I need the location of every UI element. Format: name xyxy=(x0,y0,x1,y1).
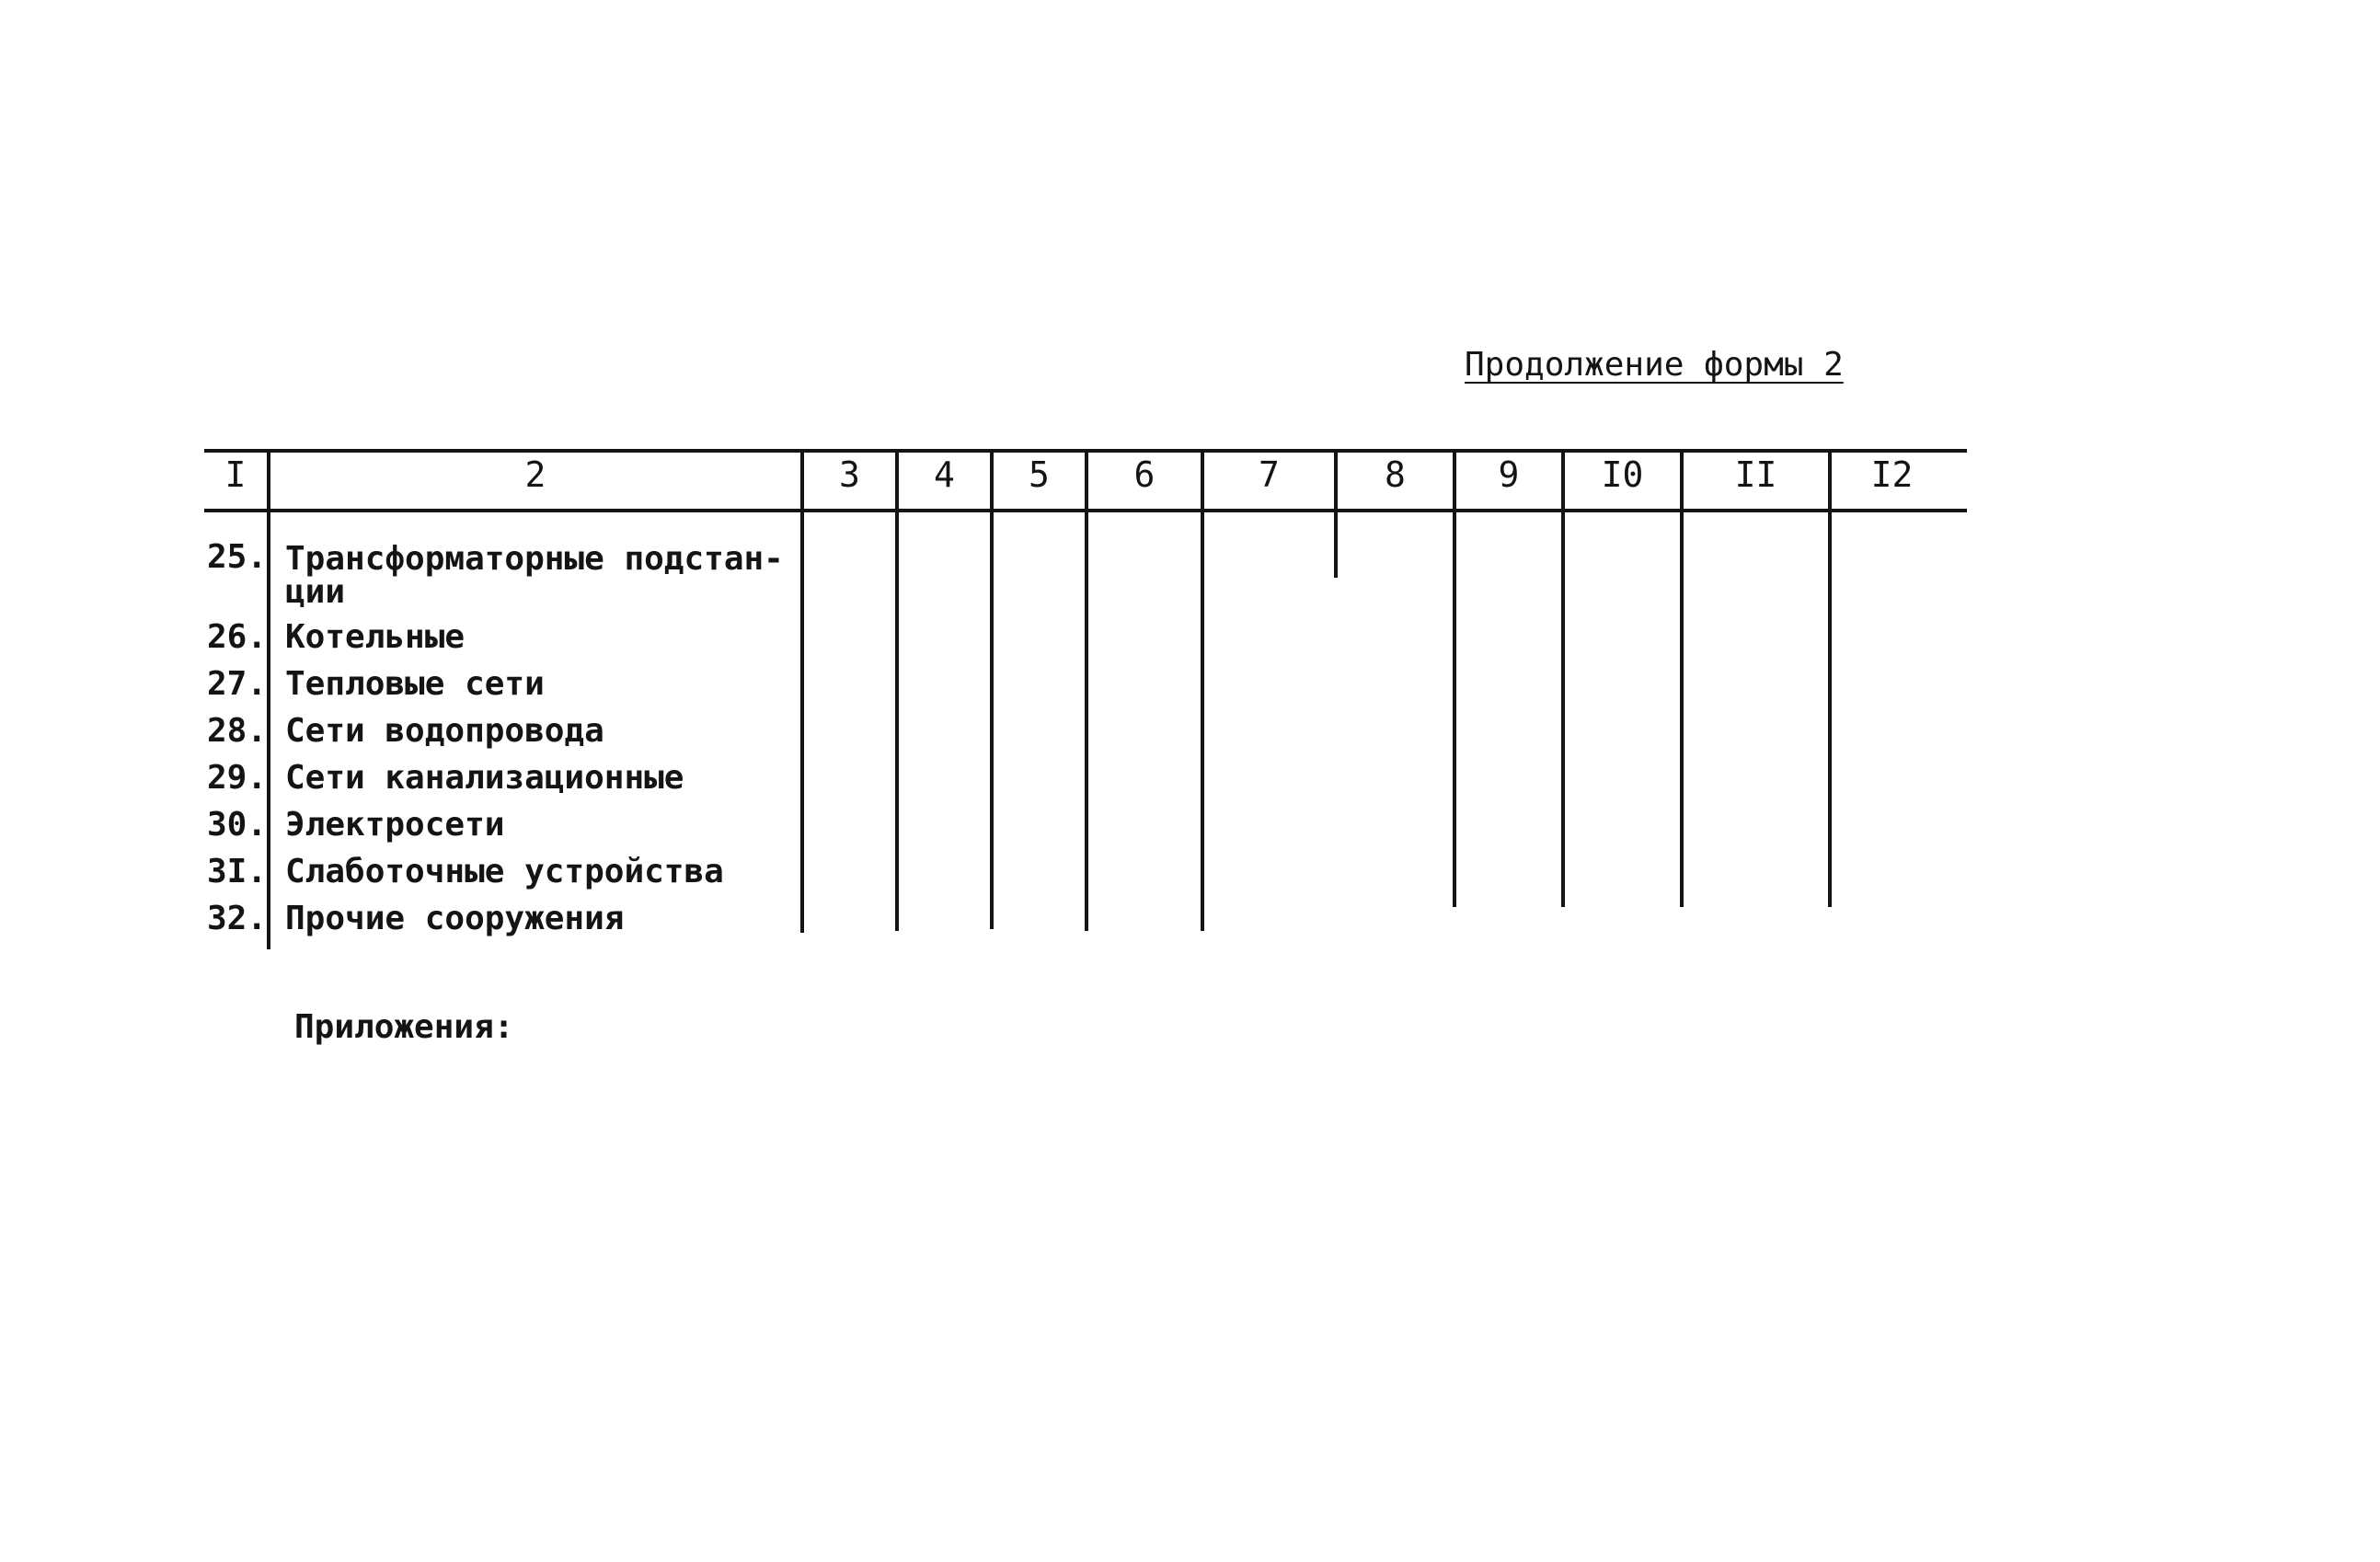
page-heading: Продолжение формы 2 xyxy=(1465,346,1844,384)
row-number: 25. xyxy=(206,538,267,576)
column-header: 9 xyxy=(1498,454,1520,495)
column-divider xyxy=(800,453,804,933)
column-header: 8 xyxy=(1385,454,1406,495)
row-name: Трансформаторные подстан- ции xyxy=(285,540,784,611)
column-divider xyxy=(1561,453,1565,907)
row-number: 26. xyxy=(206,618,267,656)
row-number: 28. xyxy=(206,712,267,750)
column-header: II xyxy=(1734,454,1777,495)
column-header: 5 xyxy=(1029,454,1050,495)
column-header: I0 xyxy=(1601,454,1644,495)
column-header: I2 xyxy=(1870,454,1914,495)
row-name: Слаботочные устройства xyxy=(285,853,724,890)
column-divider xyxy=(1085,453,1088,931)
column-divider xyxy=(1201,453,1204,931)
column-header: 6 xyxy=(1133,454,1156,495)
column-divider xyxy=(1680,453,1684,907)
row-name: Прочие сооружения xyxy=(285,900,625,937)
row-name: Тепловые сети xyxy=(285,665,545,703)
column-header: I xyxy=(224,454,247,495)
row-name: Электросети xyxy=(285,806,505,844)
row-number: 3I. xyxy=(206,853,267,890)
row-name: Котельные xyxy=(285,618,466,656)
column-divider xyxy=(895,453,899,931)
column-header: 3 xyxy=(839,454,860,495)
column-divider xyxy=(267,453,270,949)
column-divider xyxy=(990,453,994,929)
row-name: Сети водопровода xyxy=(285,712,604,750)
row-number: 27. xyxy=(206,665,267,703)
row-number: 30. xyxy=(206,806,267,844)
column-header: 4 xyxy=(934,454,955,495)
column-divider xyxy=(1828,453,1832,907)
column-header: 2 xyxy=(524,454,546,495)
column-divider xyxy=(1453,453,1456,907)
row-number: 32. xyxy=(206,900,267,937)
appendix-label: Приложения: xyxy=(294,1008,514,1046)
column-header: 7 xyxy=(1259,454,1280,495)
row-number: 29. xyxy=(206,759,267,797)
row-name: Сети канализационные xyxy=(285,759,684,797)
